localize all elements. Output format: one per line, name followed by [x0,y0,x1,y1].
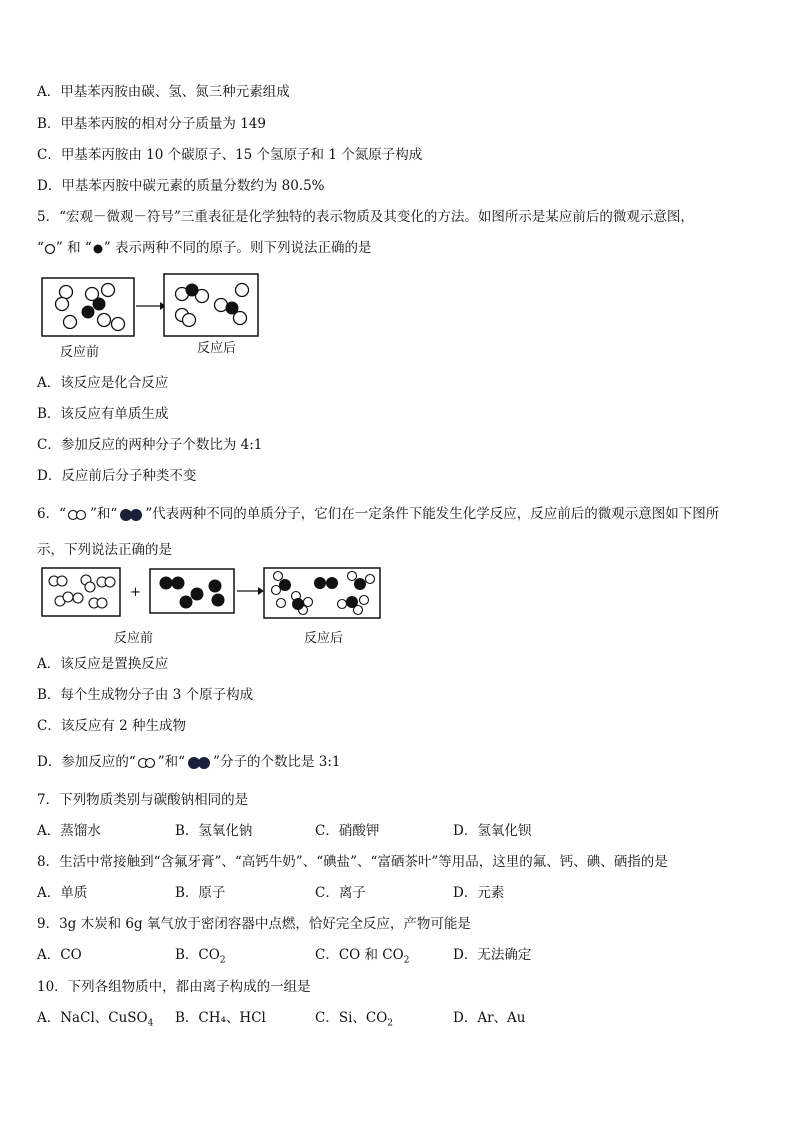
q6-option-a: A．该反应是置换反应 [37,656,169,672]
q5-label-before: 反应前 [60,345,100,360]
q4-option-d: D．甲基苯丙胺中碳元素的质量分数约为 80.5% [37,178,325,194]
white-atom-icon [44,243,56,255]
q6-label-after: 反应后 [304,631,344,646]
plus-sign: + [130,585,141,600]
q6-stem-line2: 示，下列说法正确的是 [37,542,172,558]
q4-option-a: A．甲基苯丙胺由碳、氢、氮三种元素组成 [37,84,290,100]
q9-option-c: C．CO 和 $CO_2$ [315,947,410,966]
q7-option-a: A．蒸馏水 [37,823,101,839]
q8-options [37,884,737,902]
q8-option-a: A．单质 [37,885,88,901]
q7-option-c: C．硝酸钾 [315,823,380,839]
black-atom-icon [92,243,104,255]
q6-option-d: D．参加反应的“ ”和“ ”分子的个数比是 3:1 [37,754,341,770]
q5-reaction-diagram [40,272,262,342]
q5-label-after: 反应后 [197,341,237,356]
dark-molecule-icon [185,756,213,770]
q5-option-a: A．该反应是化合反应 [37,375,169,391]
q10-option-d: D．Ar、Au [453,1010,526,1026]
q9-option-b: B．$CO_2$ [175,947,226,966]
q6-stem-line1: 6．“ ”和“ ”代表两种不同的单质分子，它们在一定条件下能发生化学反应，反应前后的微观示意图如下图所 [37,506,720,522]
q9-stem: 9．3g 木炭和 6g 氧气放于密闭容器中点燃，恰好完全反应，产物可能是 [37,916,471,932]
q10-options [37,1009,737,1027]
q7-option-d: D．氢氧化钡 [453,823,532,839]
q6-reaction-diagram [40,566,384,622]
white-molecule-icon [136,757,158,769]
q5-option-b: B．该反应有单质生成 [37,406,169,422]
q4-option-c: C．甲基苯丙胺由 10 个碳原子、15 个氢原子和 1 个氮原子构成 [37,147,423,163]
q8-option-c: C．离子 [315,885,366,901]
q10-stem: 10．下列各组物质中，都由离子构成的一组是 [37,979,311,995]
q6-option-c: C．该反应有 2 种生成物 [37,718,187,734]
q9-options [37,946,737,964]
q5-option-c: C．参加反应的两种分子个数比为 4:1 [37,437,263,453]
q7-option-b: B．氢氧化钠 [175,823,253,839]
q9-option-d: D．无法确定 [453,947,532,963]
q5-stem-line1: 5．“宏观－微观－符号”三重表征是化学独特的表示物质及其变化的方法。如图所示是某应前后的微观示意图， [37,209,694,225]
q7-stem: 7．下列物质类别与碳酸钠相同的是 [37,792,249,808]
q6-option-b: B．每个生成物分子由 3 个原子构成 [37,687,254,703]
q9-option-a: A．CO [37,947,82,963]
q4-option-b: B．甲基苯丙胺的相对分子质量为 149 [37,116,266,132]
q10-option-c: C．Si、$CO_2$ [315,1010,394,1029]
q6-label-before: 反应前 [114,631,154,646]
q8-option-d: D．元素 [453,885,505,901]
q10-option-a: A．NaCl、CuSO$_4$ [37,1010,154,1029]
q8-stem: 8．生活中常接触到“含氟牙膏”、“高钙牛奶”、“碘盐”、“富硒茶叶”等用品，这里的氟、钙、碘、硒指的是 [37,854,668,870]
q5-stem-line2: “ ” 和 “ ” 表示两种不同的原子。则下列说法正确的是 [37,240,372,256]
dark-molecule-icon [117,508,145,522]
q7-options [37,822,737,840]
white-molecule-icon [66,509,90,521]
q8-option-b: B．原子 [175,885,226,901]
q5-option-d: D．反应前后分子种类不变 [37,468,197,484]
q10-option-b: B．CH₄、HCl [175,1010,266,1026]
